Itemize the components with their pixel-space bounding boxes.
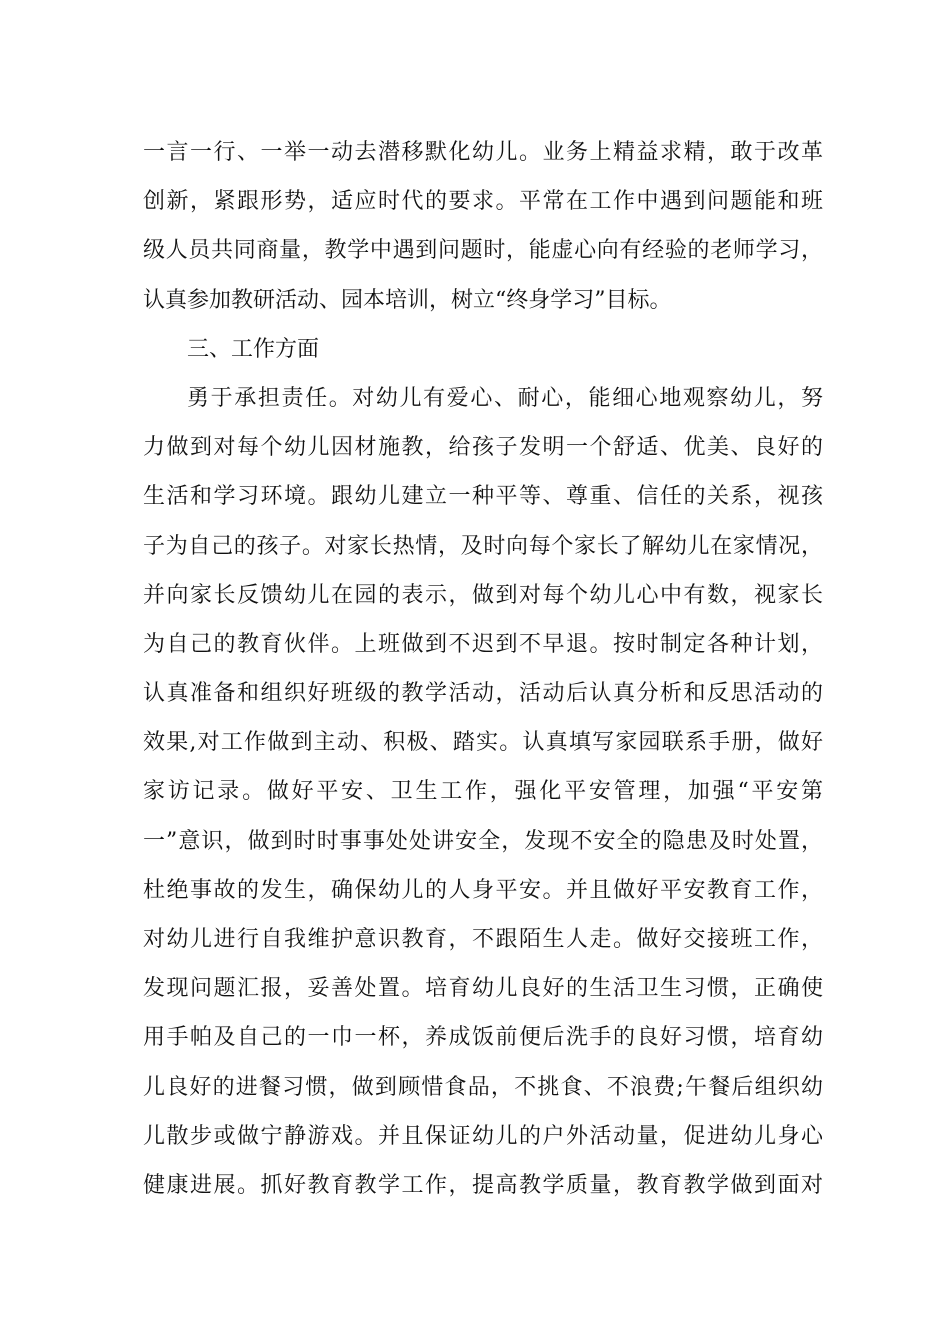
document-body: [143, 128, 823, 1210]
text-line: 对幼儿进行自我维护意识教育，不跟陌生人走。做好交接班工作，: [143, 927, 823, 952]
text-line: 创新，紧跟形势，适应时代的要求。平常在工作中遇到问题能和班: [143, 189, 823, 215]
section-heading: 三、工作方面: [187, 336, 320, 362]
text-line: 子为自己的孩子。对家长热情，及时向每个家长了解幼儿在家情况，: [143, 533, 823, 559]
text-line: 一言一行、一举一动去潜移默化幼儿。业务上精益求精，敢于改革: [143, 140, 823, 165]
text-line: 认真参加教研活动、园本培训，树立“终身学习”目标。: [143, 287, 672, 313]
text-line: 家访记录。做好平安、卫生工作，强化平安管理，加强“平安第: [143, 779, 823, 805]
text-line: 级人员共同商量，教学中遇到问题时，能虚心向有经验的老师学习，: [143, 238, 823, 264]
text-line: 认真准备和组织好班级的教学活动，活动后认真分析和反思活动的: [143, 681, 823, 707]
text-line: 发现问题汇报，妥善处置。培育幼儿良好的生活卫生习惯，正确使: [143, 976, 823, 1002]
text-line: 杜绝事故的发生，确保幼儿的人身平安。并且做好平安教育工作，: [143, 877, 823, 903]
text-line: 儿良好的进餐习惯，做到顾惜食品，不挑食、不浪费;午餐后组织幼: [143, 1074, 823, 1100]
paragraph-first-line: 勇于承担责任。对幼儿有爱心、耐心，能细心地观察幼儿，努: [187, 385, 823, 411]
text-line: 并向家长反馈幼儿在园的表示，做到对每个幼儿心中有数，视家长: [143, 582, 823, 608]
text-line: 儿散步或做宁静游戏。并且保证幼儿的户外活动量，促进幼儿身心: [143, 1123, 823, 1149]
text-line: 效果,对工作做到主动、积极、踏实。认真填写家园联系手册，做好: [143, 730, 823, 756]
text-line: 为自己的教育伙伴。上班做到不迟到不早退。按时制定各种计划，: [143, 631, 823, 657]
text-line: 一”意识，做到时时事事处处讲安全，发现不安全的隐患及时处置，: [143, 828, 823, 854]
text-line: 力做到对每个幼儿因材施教，给孩子发明一个舒适、优美、良好的: [143, 435, 823, 461]
text-line: 生活和学习环境。跟幼儿建立一种平等、尊重、信任的关系，视孩: [143, 484, 823, 510]
text-line: 用手帕及自己的一巾一杯，养成饭前便后洗手的良好习惯，培育幼: [143, 1025, 823, 1051]
text-line: 健康进展。抓好教育教学工作，提高教学质量，教育教学做到面对: [143, 1172, 823, 1198]
